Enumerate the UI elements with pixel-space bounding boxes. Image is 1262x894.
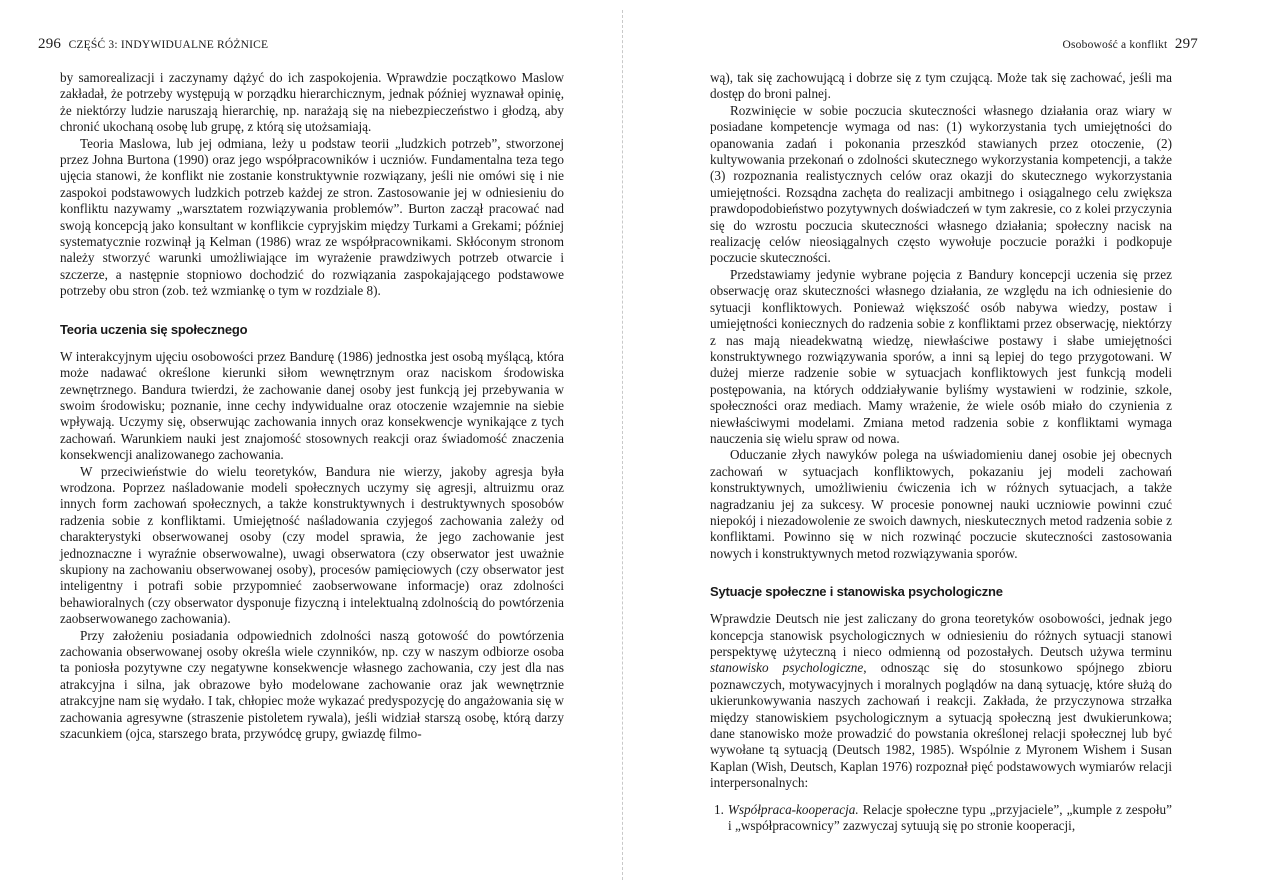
paragraph [710, 611, 1172, 791]
left-page-header [34, 36, 268, 53]
left-page-number: 296 [38, 36, 62, 52]
right-page-header [1063, 36, 1203, 53]
list-text: Relacje społeczne typu „przyjaciele”, „kumple z zespołu” i „współpracownicy” zazwyczaj sytuują się po stronie kooperacji, [728, 801, 1173, 834]
paragraph: W przeciwieństwie do wielu teoretyków, Bandura nie wierzy, jakoby agresja była wrodzona. Poprzez naśladowanie modeli społecznych uczymy się agresji, altruizmu oraz innych form zachowań społecznych, a także konstruktywnych i destruktywnych sposobów radzenia sobie z konfliktami. Umiejętność naśladowania czyjegoś zachowania zależy od charakterystyki obserwowanej osoby (czy model sprawia, że jego zachowanie jest jednoznaczne i wyraźnie obserwowalne), uwagi obserwatora (czy obserwator jest uważnie skupiony na zachowaniu obserwowanej osoby), procesów pamięciowych (czy obserwator jest inteligentny i potrafi sobie przypomnieć zaobserwowane informacje) oraz zdolności behawioralnych (czy obserwator dysponuje fizyczną i intelektualną zdolnością do powtórzenia zaobserwowanego zachowania). [60, 463, 564, 627]
list-number: 1. [714, 801, 724, 817]
section-heading: Sytuacje społeczne i stanowiska psychologiczne [710, 584, 1003, 600]
left-page-body [60, 70, 564, 742]
list-item [710, 802, 1172, 835]
left-running-head: CZĘŚĆ 3: INDYWIDUALNE RÓŻNICE [68, 39, 269, 51]
right-page-body [710, 70, 1172, 834]
paragraph: by samorealizacji i zaczynamy dążyć do ich zaspokojenia. Wprawdzie początkowo Maslow zakładał, że potrzeby występują w porządku hierarchicznym, jednak później wyznawał opinię, że niektórzy ludzie naruszają hierarchię, np. narażają się na niebezpieczeństwo i głodzą, aby chronić ukochaną osobę lub grupę, z którą się utożsamiają. [60, 70, 564, 135]
paragraph-text: Wprawdzie Deutsch nie jest zaliczany do grona teoretyków osobowości, jednak jego koncepcja stanowisk psychologicznych w odniesieniu do różnych sytuacji stanowi perspektywę użyteczną i nieco odmienną od pozostałych. Deutsch używa terminu [710, 611, 1172, 659]
section-heading: Teoria uczenia się społecznego [60, 321, 248, 337]
paragraph: Przy założeniu posiadania odpowiednich zdolności naszą gotowość do powtórzenia zachowania obserwowanej osoby określa wiele czynników, np. czy w naszym odbiorze osoba ta poniosła pozytywne czy negatywne konsekwencje własnego zachowania, czy jest dla nas atrakcyjna i silna, jak obrazowe było modelowane zachowanie oraz jak wewnętrznie atrakcyjne nam się wydało. I tak, chłopiec może wykazać predyspozycję do angażowania się w zachowania agresywne (straszenie pistoletem rywala), jeśli widział starszą osobę, którą darzy szacunkiem (ojca, starszego brata, przywódcę grupy, gwiazdę filmo- [60, 627, 564, 742]
right-page-number: 297 [1174, 36, 1198, 52]
italic-term: stanowisko psychologiczne [710, 660, 864, 676]
right-running-head: Osobowość a konflikt [1062, 39, 1168, 51]
paragraph: Teoria Maslowa, lub jej odmiana, leży u podstaw teorii „ludzkich potrzeb”, stworzonej przez Johna Burtona (1990) oraz jego współpracowników i uczniów. Fundamentalna teza tego ujęcia stanowi, że konflikt nie zostanie konstruktywnie rozwiązany, jeśli nie omówi się i nie zaspokoi podstawowych ludzkich potrzeb każdej ze stron. Zastosowanie jej w odniesieniu do konfliktu nazywamy „warsztatem rozwiązywania problemów”. Burton zaczął pracować nad swoją koncepcją jako konsultant w konflikcie cypryjskim między Turkami a Grekami; później systematycznie rozwinął ją Kelman (1986) wraz ze współpracownikami. Skłóconym stronom należy stworzyć warunki umożliwiające im wyrażenie prawdziwych potrzeb otwarcie i szczerze, a następnie stopniowo dochodzić do rozwiązania zaspokajającego podstawowe potrzeby obu stron (zob. też wzmiankę o tym w rozdziale 8). [60, 135, 564, 299]
paragraph: Przedstawiamy jedynie wybrane pojęcia z Bandury koncepcji uczenia się przez obserwację oraz skuteczności własnego działania, ze względu na ich odniesienie do sytuacji konfliktowych. Ponieważ większość osób nabywa wiedzy, postaw i umiejętności koniecznych do radzenia sobie z konfliktami przez obserwację, niektórzy z nas mają nieadekwatną wiedzę, niewłaściwe postawy i słabe umiejętności konstruktywnego rozwiązywania sporów, a inni są lepiej do tego przygotowani. W dużej mierze radzenie sobie w sytuacjach konfliktowych jest funkcją modeli postępowania, na których oddziaływanie byliśmy wystawieni w rodzinie, szkole, społeczności oraz mediach. Mamy wrażenie, że wiele osób miało do czynienia z niewłaściwymi modelami. Zmiana metod radzenia sobie z konfliktami wymaga nauczenia się wielu spraw od nowa. [710, 266, 1172, 446]
paragraph: Rozwinięcie w sobie poczucia skuteczności własnego działania oraz wiary w posiadane kompetencje wymaga od nas: (1) wykorzystania tych umiejętności do opanowania zadań i pokonania przeszkód stawianych przez otoczenie, (2) kultywowania przekonań o zdolności skutecznego wykorzystania kompetencji, a także (3) rozpoznania realistycznych celów oraz okazji do skutecznego wykorzystania umiejętności. Rozsądna zachęta do realizacji ambitnego i osiągalnego celu zwiększa prawdopodobieństwo pozytywnych doświadczeń w tym zakresie, co z kolei przyczynia się do wzrostu poczucia skuteczności własnego działania; społeczny nacisk na realizację celów nieosiągalnych często wywołuje poczucie porażki i podkopuje poczucie skuteczności. [710, 102, 1172, 266]
book-gutter [622, 10, 623, 880]
italic-term: Współpraca-kooperacja. [727, 801, 859, 817]
paragraph: wą), tak się zachowującą i dobrze się z tym czującą. Może tak się zachować, jeśli ma dostęp do broni palnej. [710, 70, 1172, 102]
paragraph-text: , odnosząc się do stosunkowo spójnego zbioru poznawczych, motywacyjnych i moralnych poglądów na daną sytuację, które służą do ukierunkowywania naszych zachowań i reakcji. Zakłada, że przyczynowa strzałka między stanowiskiem psychologicznym a sytuacją społeczną jest dwukierunkowa; dane stanowisko może prowadzić do powstania określonej relacji społecznej lub być wywołane tą sytuacją (Deutsch 1982, 1985). Wspólnie z Myronem Wishem i Susan Kaplan (Wish, Deutsch, Kaplan 1976) rozpoznał pięć podstawowych wymiarów relacji interpersonalnych: [710, 660, 1172, 791]
paragraph: Oduczanie złych nawyków polega na uświadomieniu danej osobie jej obecnych zachowań w sytuacjach konfliktowych, pokazaniu jej modeli zachowań konstruktywnych, umożliwieniu ćwiczenia ich w różnych sytuacjach, a także nagradzaniu jej za sukcesy. W procesie ponownej nauki uczniowie powinni czuć niepokój i niezadowolenie ze swoich dawnych, nieskutecznych metod radzenia sobie z konfliktami. Powinno się w nich rozwinąć poczucie skuteczności zastosowania nowych i konstruktywnych metod rozwiązywania sporów. [710, 447, 1172, 561]
paragraph: W interakcyjnym ujęciu osobowości przez Bandurę (1986) jednostka jest osobą myślącą, która może nadawać określone kierunki siłom wewnętrznym oraz naciskom środowiska zewnętrznego. Bandura twierdzi, że zachowanie danej osoby jest funkcją jej przebywania w swoim środowisku; poznanie, inne cechy indywidualne oraz otoczenie wzajemnie na siebie wpływają. Uczymy się, obserwując zachowania innych oraz konsekwencje wynikające z tych zachowań. Warunkiem nauki jest znajomość stosownych reakcji oraz świadomość znaczenia konsekwencji analizowanego zachowania. [60, 348, 564, 463]
